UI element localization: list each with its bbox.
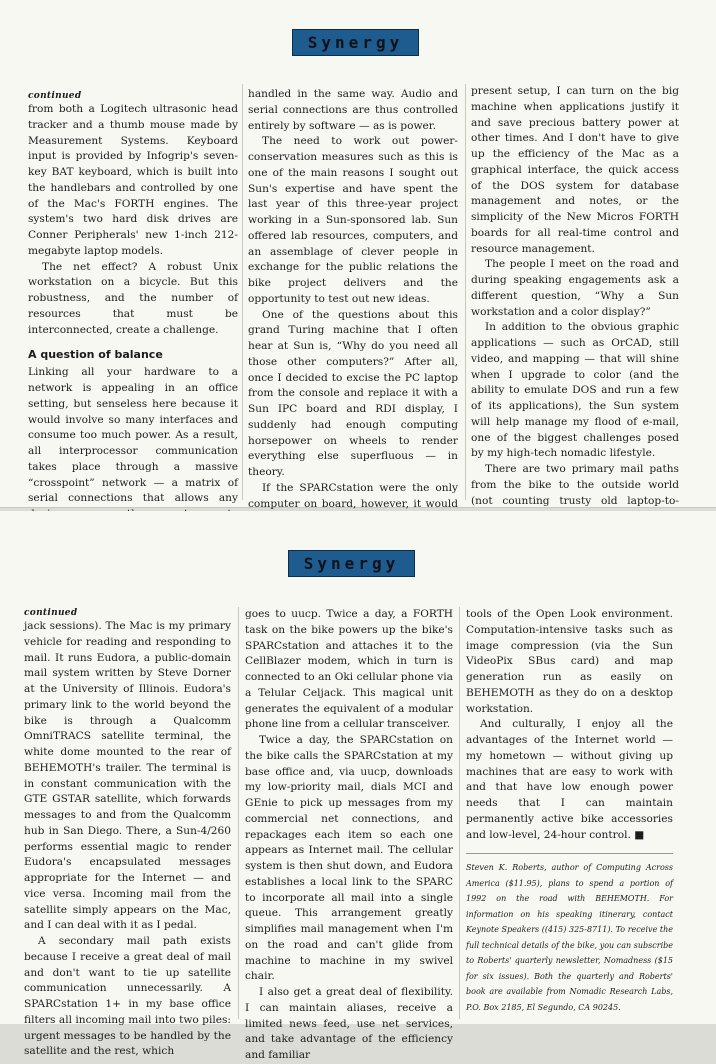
article-column-1	[28, 90, 238, 505]
paragraph: One of the questions about this grand Turing machine that I often hear at Sun is, “Why do you need all those other computers?” After all, once I decided to excise the PC laptop from the console and replace it with a Sun IPC board and RDI display, I suddenly had enough computing horsepower on wheels to render everything else superfluous — in theory.	[248, 308, 458, 478]
paragraph: A secondary mail path exists because I receive a great deal of mail and don't want to tie up satellite communication unnecessarily. A SPARCstation 1+ in my base office filters all incoming mail into two piles: urgent messages to be handled by the satellite and the rest, which	[24, 935, 231, 1058]
column-divider	[242, 84, 243, 500]
paragraph: from both a Logitech ultrasonic head tracker and a thumb mouse made by Measurement Systems. Keyboard input is provided by Infogrip's seven-key BAT keyboard, which is built into the handlebars and controlled by one of the Mac's FORTH engines. The system's two hard disk drives are Conner Peripherals' new 1-inch 212-megabyte laptop models.	[28, 103, 238, 257]
paragraph: The net effect? A robust Unix workstation on a bicycle. But this robustness, and the number of resources that must be interconnected, create a challenge.	[28, 260, 238, 336]
paragraph: goes to uucp. Twice a day, a FORTH task on the bike powers up the bike's SPARCstation and attaches it to the CellBlazer modem, which in turn is connected to an Oki cellular phone via a Telular Celjack. This magical unit generates the equivalent of a modular phone line from a cellular transceiver.	[245, 608, 453, 731]
paragraph: I also get a great deal of flexibility. I can maintain aliases, receive a limited news feed, use net services, and take advantage of the efficiency and familiar	[245, 986, 453, 1061]
magazine-page-bottom	[0, 511, 716, 1061]
paragraph: There are two primary mail paths from the bike to the outside world (not counting trusty old laptop-to-	[471, 463, 679, 507]
paragraph: present setup, I can turn on the big machine when applications justify it and save precious battery power at other times. And I don't have to give up the efficiency of the Mac as a graphical interface, the quick access of the DOS system for database management and notes, or the simplicity of the New Micros FORTH boards for all real-time control and resource management.	[471, 85, 679, 255]
author-bio: Steven K. Roberts, author of Computing Across America ($11.95), plans to spend a portion of 1992 on the road with BEHEMOTH. For information on his speaking itinerary, contact Keynote Speakers ((415) 325-8711). To receive the full technical details of the bike, you can subscribe to Roberts' quarterly newsletter, Nomadness ($15 for six issues). Both the quarterly and Roberts' book are available from Nomadic Research Labs, P.O. Box 2185, El Segundo, CA 90245.	[466, 853, 673, 1015]
column-divider	[459, 607, 460, 1019]
article-column-3	[471, 84, 679, 505]
section-banner: Synergy	[288, 550, 415, 577]
article-column-1	[24, 607, 231, 1058]
column-divider	[238, 607, 239, 1019]
section-heading: A question of balance	[28, 348, 163, 362]
magazine-page-top	[0, 0, 716, 508]
paragraph: The need to work out power-conservation measures such as this is one of the main reasons I sought out Sun's expertise and have spent the last year of this three-year project working in a Sun-sponsored lab. Sun offered lab resources, computers, and an assemblage of clever people in exchange for the public relations the bike project delivers and the opportunity to test out new ideas.	[248, 135, 458, 305]
paragraph: Twice a day, the SPARCstation on the bike calls the SPARCstation at my base office and, via uucp, downloads my low-priority mail, dials MCI and GEnie to pick up messages from my commercial net connections, and repackages each item so each one appears as Internet mail. The cellular system is then shut down, and Eudora establishes a local link to the SPARC to incorporate all mail into a single queue. This arrangement greatly simplifies mail management when I'm on the road and can't glide from machine to machine in my swivel chair.	[245, 734, 453, 983]
article-column-3	[466, 607, 673, 1024]
paragraph: And culturally, I enjoy all the advantages of the Internet world — my hometown — without giving up machines that are easy to work with and that have low enough power needs that I can maintain permanently active bike accessories and low-level, 24-hour control. ■	[466, 718, 673, 841]
paragraph: The people I meet on the road and during speaking engagements ask a different question, “Why a Sun workstation and a color display?”	[471, 258, 679, 318]
article-column-2	[248, 87, 458, 510]
section-banner: Synergy	[292, 29, 419, 56]
paragraph: jack sessions). The Mac is my primary vehicle for reading and responding to mail. It runs Eudora, a public-domain mail system written by Steve Dorner at the University of Illinois. Eudora's primary link to the world beyond the bike is through a Qualcomm OmniTRACS satellite terminal, the white dome mounted to the rear of BEHEMOTH's trailer. The terminal is in constant communication with the GTE GSTAR satellite, which forwards messages to and from the Qualcomm hub in San Diego. There, a Sun-4/260 performs essential magic to render Eudora's encapsulated messages appropriate for the Internet — and vice versa. Incoming mail from the satellite simply appears on the Mac, and I can deal with it as I pedal.	[24, 620, 231, 932]
paragraph: handled in the same way. Audio and serial connections are thus controlled entirely by software — as is power.	[248, 88, 458, 132]
article-column-2	[245, 607, 453, 1061]
paragraph: In addition to the obvious graphic applications — such as OrCAD, still video, and mapping — that will shine when I upgrade to color (and the ability to emulate DOS and run a few of its applications), the Sun system will help manage my flood of e-mail, one of the biggest challenges posed by my high-tech nomadic lifestyle.	[471, 321, 679, 460]
paragraph: If the SPARCstation were the only computer on board, however, it would	[248, 481, 458, 510]
continued-marker: continued	[24, 608, 78, 618]
continued-marker: continued	[28, 91, 82, 101]
column-divider	[465, 84, 466, 500]
paragraph: Linking all your hardware to a network is appealing in an office setting, but senseless here because it would involve so many interfaces and consume too much power. As a result, all interprocessor communication takes place through a massive “crosspoint” network — a matrix of serial connections that allows any	[28, 366, 238, 505]
paragraph: tools of the Open Look environment. Computation-intensive tasks such as image compression (via the Sun VideoPix SBus card) and map generation run as easily on BEHEMOTH as they do on a desktop workstation.	[466, 608, 673, 715]
